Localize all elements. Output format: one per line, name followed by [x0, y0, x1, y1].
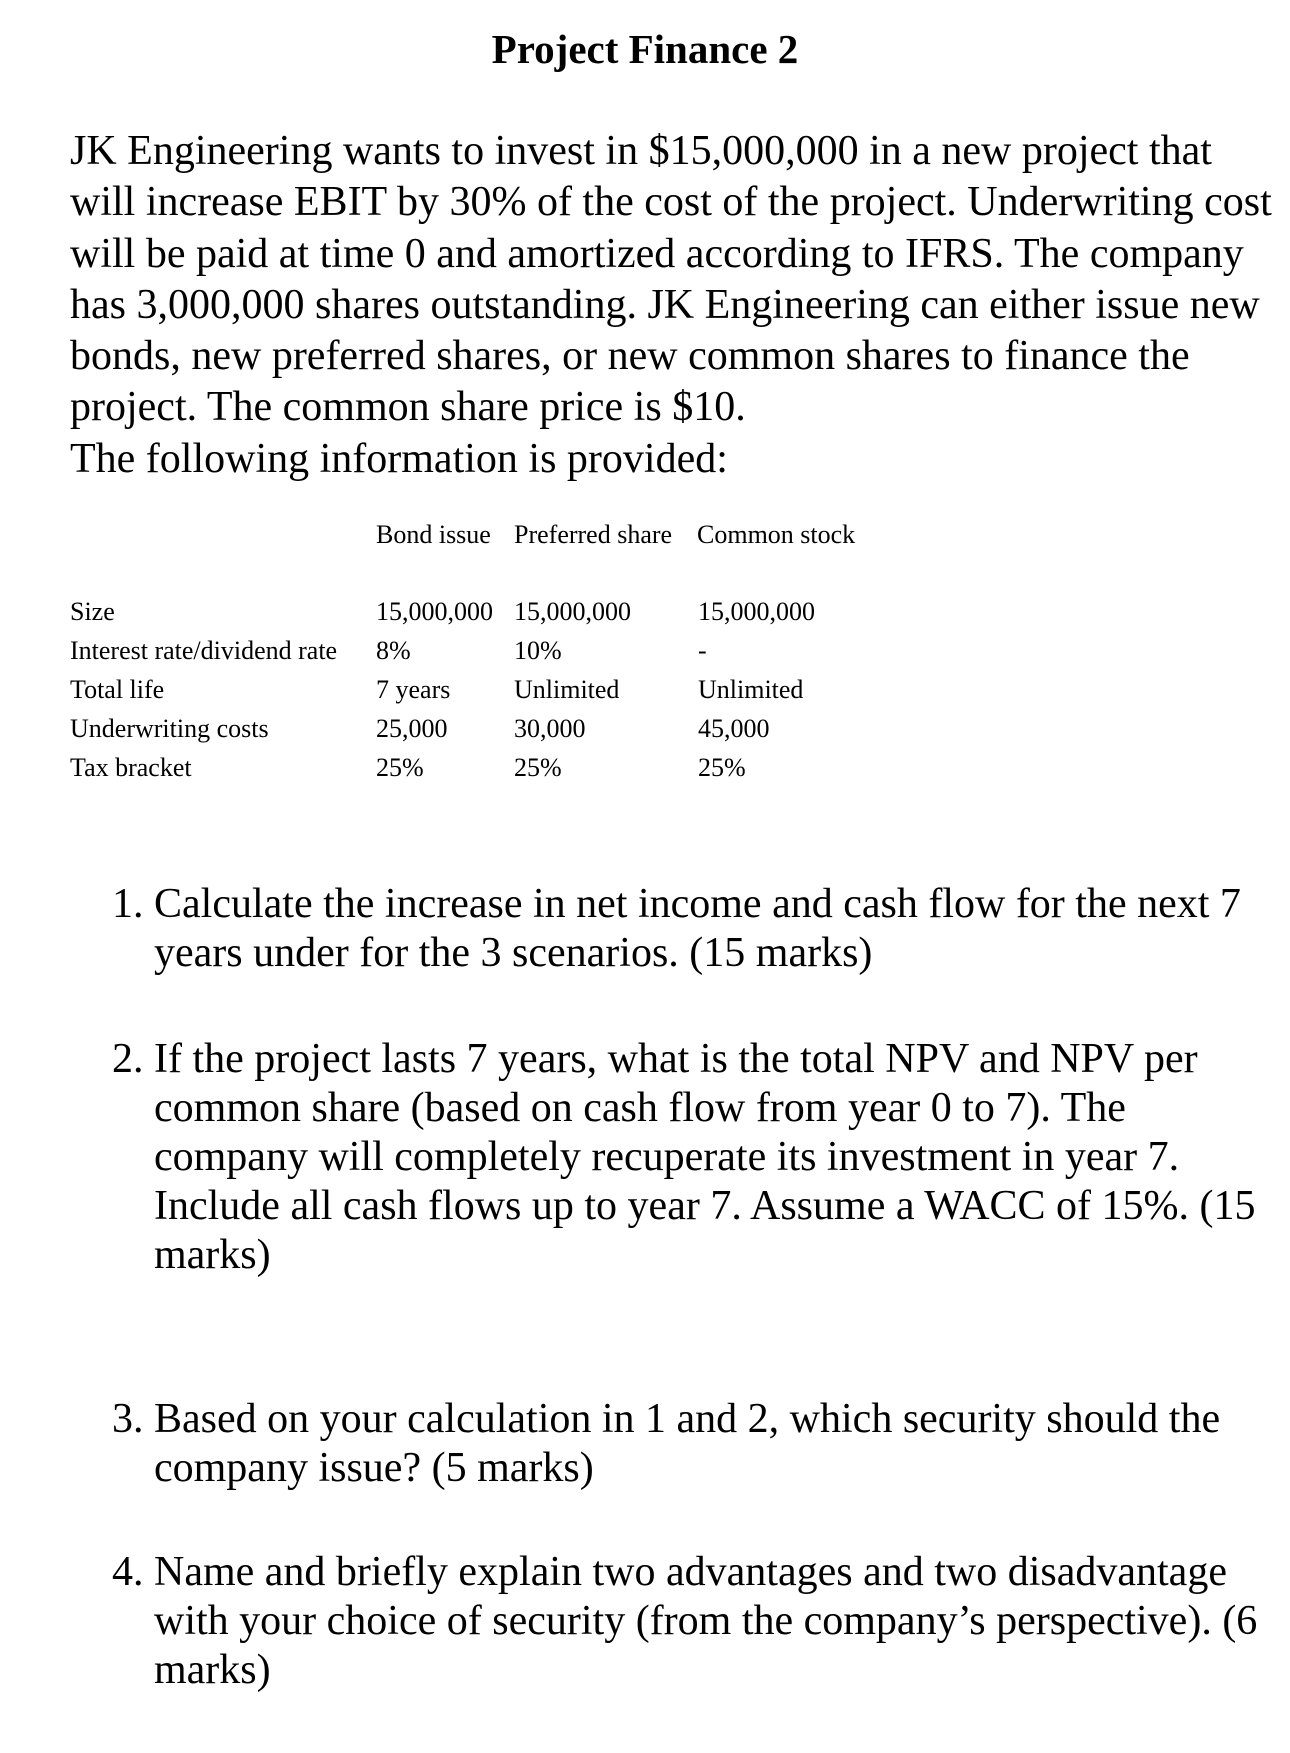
- row-label: Size: [70, 597, 115, 626]
- question-number: 1.: [112, 881, 144, 927]
- preferred-value: 10%: [514, 636, 562, 665]
- question-text: If the project lasts 7 years, what is the total NPV and NPV per common share (based on cash flow from year 0 to 7). The company will completely recuperate its investment in year 7. Include all cash flows up to year 7. Assume a WACC of 15%. (15 marks): [154, 1036, 1256, 1278]
- question-2: [112, 1035, 1282, 1280]
- intro-paragraph: JK Engineering wants to invest in $15,000,000 in a new project that will increase EBIT by 30% of the cost of the project. Underwriting cost will be paid at time 0 and amortized according to IFRS. The company has 3,000,000 shares outstanding. JK Engineering can either issue new bonds, new preferred shares, or new common shares to finance the project. The common share price is $10.: [70, 128, 1272, 431]
- preferred-value: Unlimited: [514, 675, 620, 704]
- row-label: Interest rate/dividend rate: [70, 636, 338, 665]
- question-4: [112, 1548, 1282, 1695]
- common-value: Unlimited: [698, 675, 804, 704]
- intro-lead-in: The following information is provided:: [70, 435, 728, 482]
- row-label: Total life: [70, 675, 165, 704]
- preferred-value: 30,000: [514, 714, 586, 743]
- question-1: [112, 880, 1282, 978]
- row-label: Tax bracket: [70, 753, 192, 782]
- common-value: 15,000,000: [698, 597, 815, 626]
- common-value: 25%: [698, 753, 746, 782]
- question-number: 2.: [112, 1036, 144, 1082]
- bond-value: 7 years: [376, 675, 451, 704]
- question-text: Calculate the increase in net income and cash flow for the next 7 years under for the 3 scenarios. (15 marks): [154, 881, 1241, 976]
- question-text: Based on your calculation in 1 and 2, which security should the company issue? (5 marks): [154, 1396, 1221, 1491]
- question-3: [112, 1395, 1282, 1493]
- header-preferred-share: Preferred share: [514, 520, 673, 549]
- preferred-value: 25%: [514, 753, 562, 782]
- common-value: 45,000: [698, 714, 770, 743]
- header-common-stock: Common stock: [697, 520, 856, 549]
- common-value: -: [698, 636, 707, 665]
- intro-section: [70, 126, 1280, 485]
- question-number: 3.: [112, 1396, 144, 1442]
- preferred-value: 15,000,000: [514, 597, 631, 626]
- bond-value: 25,000: [376, 714, 448, 743]
- question-text: Name and briefly explain two advantages and two disadvantage with your choice of security (from the company’s perspective). (6 marks): [154, 1549, 1258, 1693]
- bond-value: 15,000,000: [376, 597, 493, 626]
- header-bond-issue: Bond issue: [376, 520, 491, 549]
- page-title: Project Finance 2: [491, 26, 799, 72]
- row-label: Underwriting costs: [70, 714, 269, 743]
- bond-value: 25%: [376, 753, 424, 782]
- question-number: 4.: [112, 1549, 144, 1595]
- bond-value: 8%: [376, 636, 411, 665]
